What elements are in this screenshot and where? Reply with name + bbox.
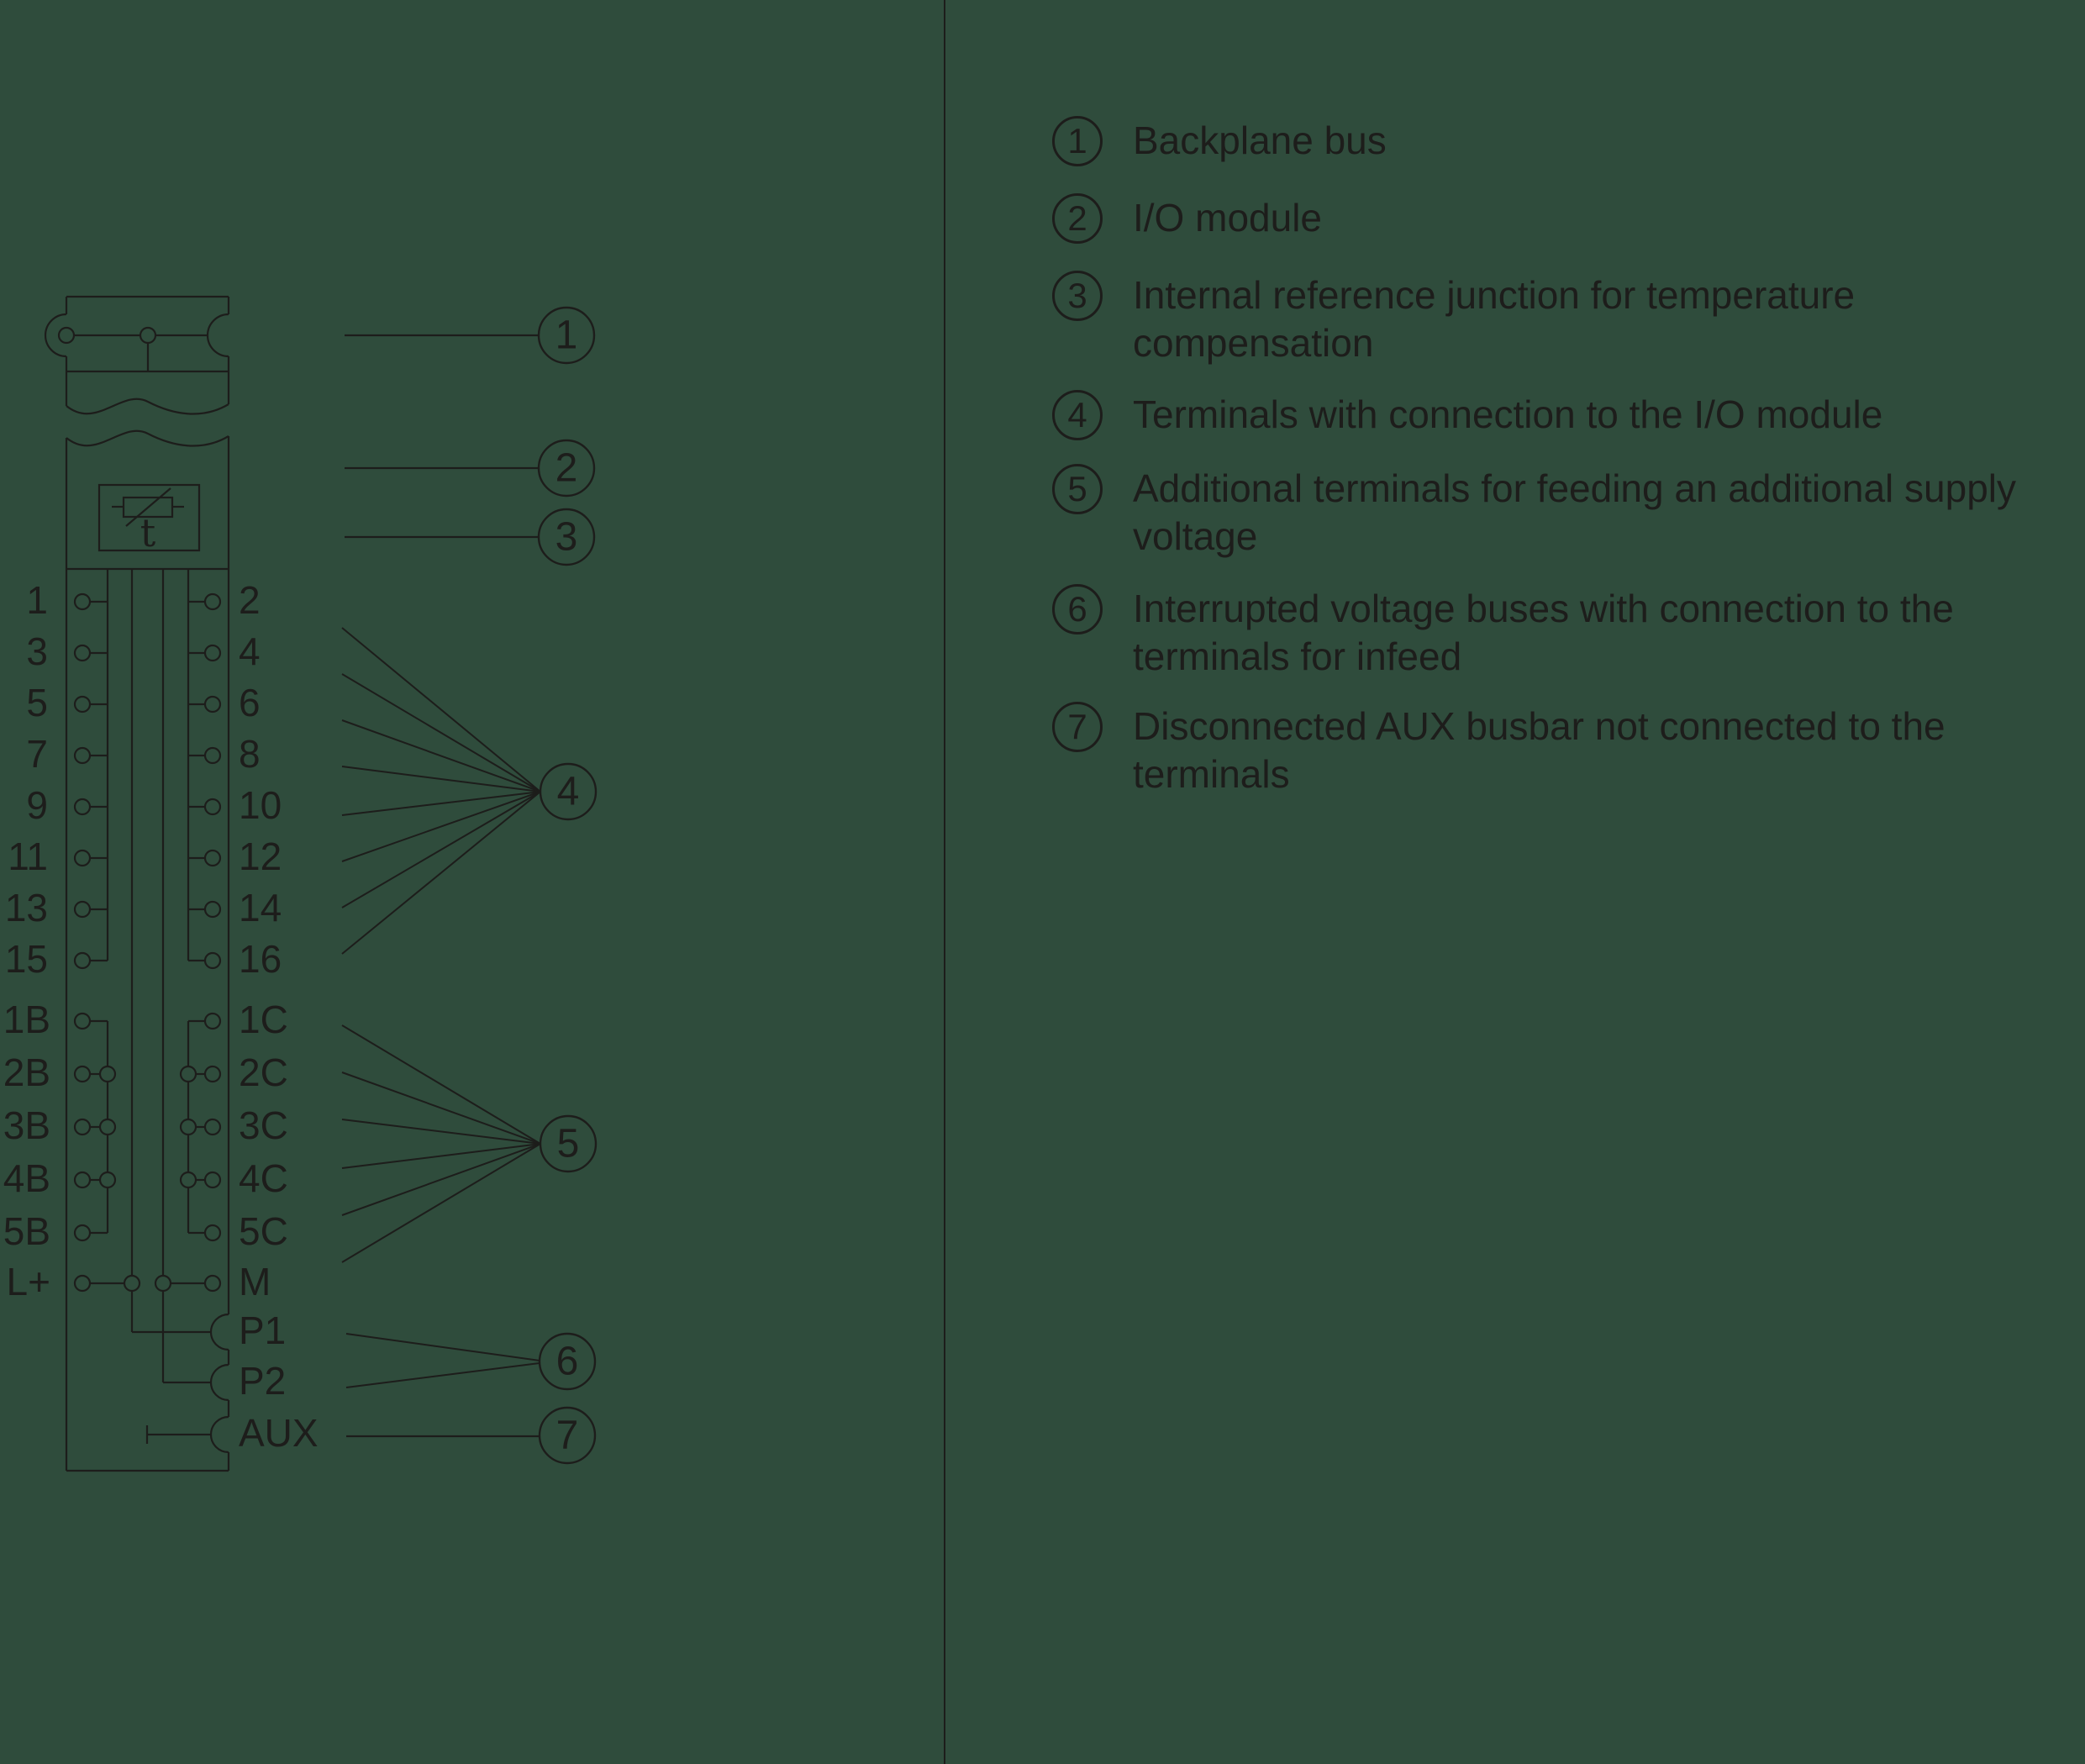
legend-number-circle-5 bbox=[1052, 464, 1103, 514]
legend-text-line: terminals for infeed bbox=[1133, 635, 1462, 678]
terminal-label-16: 16 bbox=[239, 937, 282, 982]
terminal-label-1: 1 bbox=[26, 578, 48, 623]
legend-text-line: Terminals with connection to the I/O module bbox=[1133, 392, 1883, 436]
terminal-label-2C: 2C bbox=[239, 1051, 288, 1095]
legend-number-circle-7 bbox=[1052, 702, 1103, 752]
terminal-label-3C: 3C bbox=[239, 1103, 288, 1148]
terminal-label-1B: 1B bbox=[3, 998, 50, 1042]
terminal-label-2B: 2B bbox=[3, 1051, 50, 1095]
callout-number-3: 3 bbox=[555, 514, 578, 560]
legend-item-text bbox=[1133, 391, 1882, 439]
terminal-label-4C: 4C bbox=[239, 1156, 288, 1201]
legend-text-line: Additional terminals for feeding an additional supply bbox=[1133, 466, 2016, 510]
terminal-label-p2: P2 bbox=[239, 1359, 287, 1403]
legend-text-line: Backplane bus bbox=[1133, 118, 1387, 162]
callout-number-1: 1 bbox=[555, 313, 578, 358]
terminal-label-15: 15 bbox=[4, 937, 48, 982]
legend-number: 7 bbox=[1067, 707, 1087, 746]
terminal-label-4B: 4B bbox=[3, 1156, 50, 1201]
terminal-label-1C: 1C bbox=[239, 998, 288, 1042]
legend-item-text bbox=[1133, 465, 2016, 561]
terminal-label-lplus: L+ bbox=[6, 1260, 50, 1304]
terminal-label-aux: AUX bbox=[239, 1411, 319, 1456]
temp-symbol-label: t bbox=[140, 510, 156, 556]
legend-number: 4 bbox=[1067, 395, 1087, 434]
terminal-label-3: 3 bbox=[26, 629, 48, 674]
callout-number-4: 4 bbox=[556, 769, 580, 814]
terminal-label-13: 13 bbox=[4, 886, 48, 930]
legend-number: 2 bbox=[1067, 198, 1087, 238]
terminal-label-p1: P1 bbox=[239, 1309, 287, 1353]
callout-number-7: 7 bbox=[555, 1413, 579, 1458]
terminal-label-9: 9 bbox=[26, 783, 48, 828]
legend-number-circle-3 bbox=[1052, 271, 1103, 321]
legend-number: 5 bbox=[1067, 469, 1087, 508]
callout-number-6: 6 bbox=[555, 1339, 579, 1384]
terminal-label-11: 11 bbox=[8, 835, 48, 879]
legend-number-circle-1 bbox=[1052, 116, 1103, 166]
callout-number-5: 5 bbox=[556, 1121, 580, 1166]
terminal-label-5: 5 bbox=[26, 681, 48, 725]
legend-text-line: I/O module bbox=[1133, 196, 1322, 240]
terminal-label-7: 7 bbox=[26, 732, 48, 777]
legend-text-line: compensation bbox=[1133, 321, 1374, 365]
legend-number: 1 bbox=[1067, 121, 1087, 161]
terminal-label-8: 8 bbox=[239, 732, 261, 777]
legend-item-text bbox=[1133, 271, 1855, 367]
legend-text-line: Internal reference junction for temperature bbox=[1133, 273, 1856, 317]
legend-text-line: voltage bbox=[1133, 514, 1258, 558]
legend-text-line: Interrupted voltage buses with connection to the bbox=[1133, 587, 1954, 630]
terminal-label-6: 6 bbox=[239, 681, 261, 725]
legend-item-text bbox=[1133, 117, 1387, 165]
legend-text-line: terminals bbox=[1133, 752, 1290, 796]
terminal-label-2: 2 bbox=[239, 578, 261, 623]
legend-item-text bbox=[1133, 194, 1322, 242]
legend-number: 3 bbox=[1067, 276, 1087, 315]
legend-number-circle-2 bbox=[1052, 193, 1103, 244]
terminal-label-5B: 5B bbox=[3, 1209, 50, 1254]
legend-item-text bbox=[1133, 585, 1954, 681]
legend-text-line: Disconnected AUX busbar not connected to the bbox=[1133, 704, 1945, 748]
callout-number-2: 2 bbox=[555, 445, 578, 491]
legend-number: 6 bbox=[1067, 589, 1087, 629]
terminal-label-4: 4 bbox=[239, 629, 261, 674]
legend-number-circle-4 bbox=[1052, 390, 1103, 440]
legend-item-text bbox=[1133, 703, 1945, 798]
terminal-label-3B: 3B bbox=[3, 1103, 50, 1148]
terminal-label-5C: 5C bbox=[239, 1209, 288, 1254]
legend-number-circle-6 bbox=[1052, 584, 1103, 635]
terminal-label-12: 12 bbox=[239, 835, 282, 879]
terminal-label-14: 14 bbox=[239, 886, 282, 930]
terminal-label-m: M bbox=[239, 1260, 271, 1304]
terminal-label-10: 10 bbox=[239, 783, 282, 828]
